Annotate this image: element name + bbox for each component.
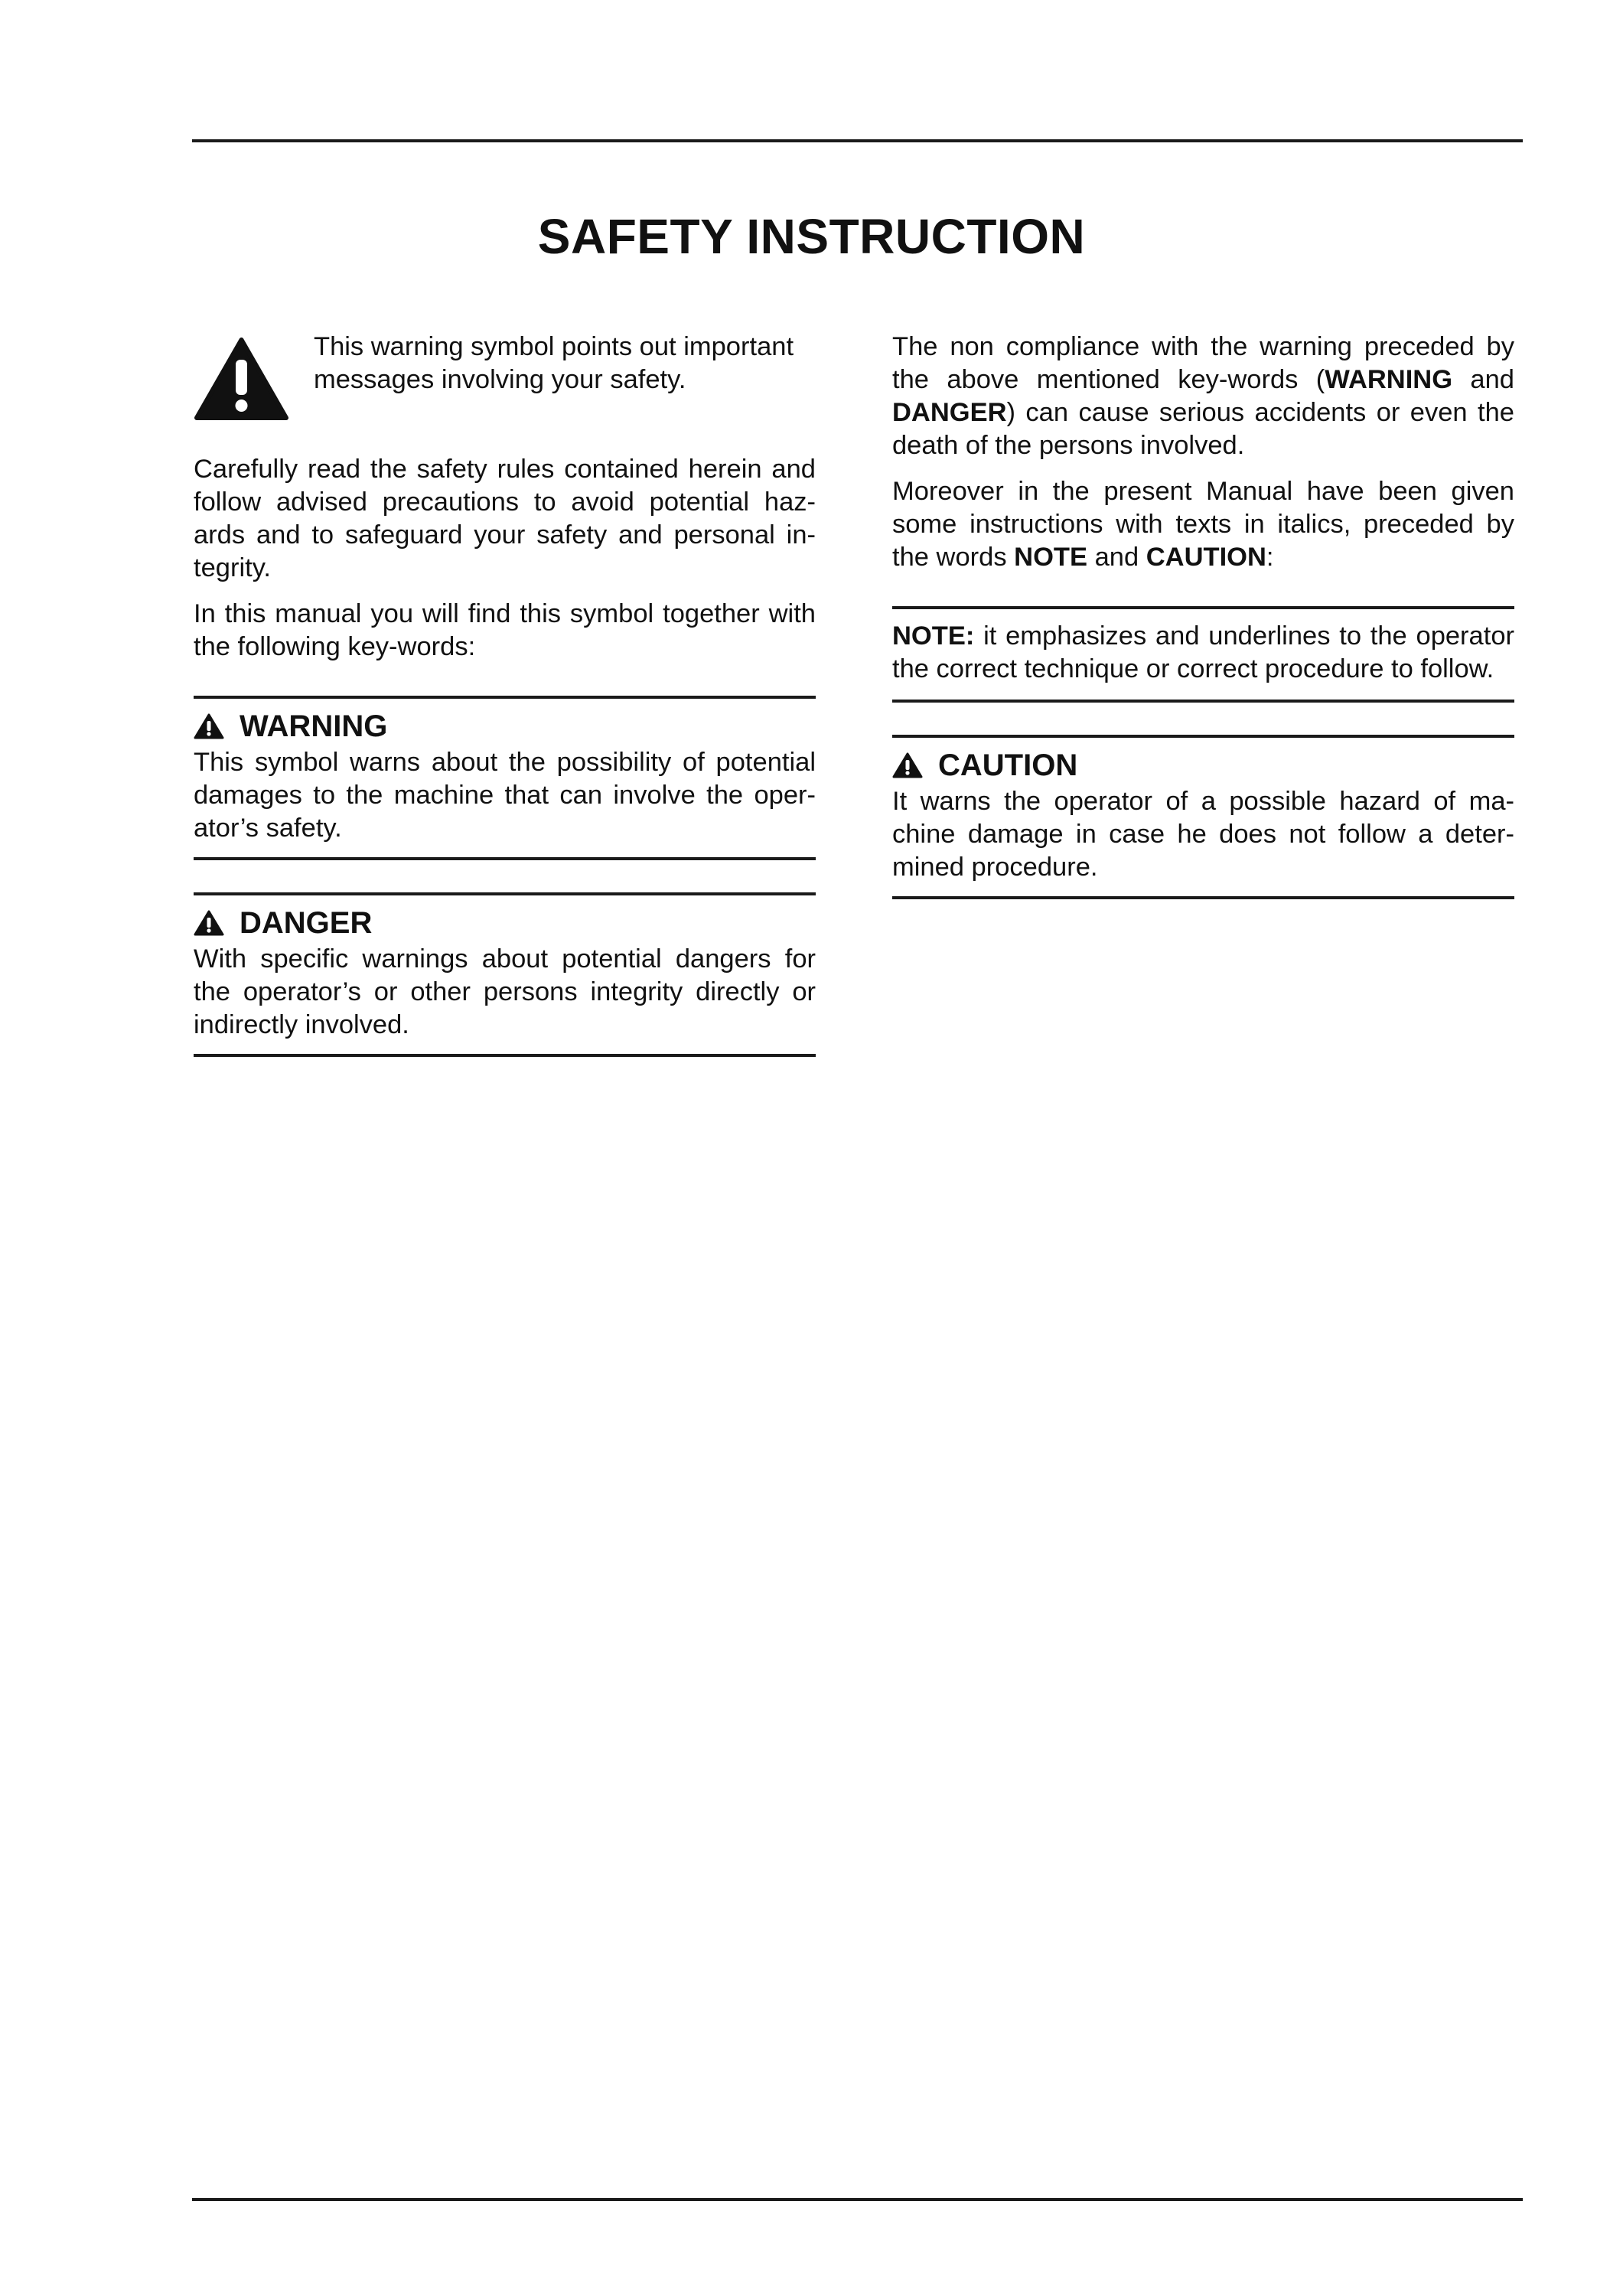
non-compliance-text-1: The non compliance with the warning preceded by the above mentioned key-words ( [892, 332, 1514, 394]
safety-rules-paragraph: Carefully read the safety rules contained herein and follow advised precautions to avoid potential haz-ards and to safeguard your safety and personal in-tegrity. [194, 455, 816, 582]
intro-block [194, 331, 816, 421]
note-box [892, 606, 1514, 703]
left-column [194, 331, 816, 1057]
page-title: SAFETY INSTRUCTION [537, 209, 1086, 264]
caution-text: It warns the operator of a possible hazard of ma-chine damage in case he does not follow a deter-mined procedure. [892, 787, 1514, 882]
warning-box [194, 696, 816, 860]
caution-box [892, 735, 1514, 899]
italics-text-1: Moreover in the present Manual have been given some instructions with texts in italics, preceded by the words [892, 477, 1514, 572]
right-column [892, 331, 1514, 899]
non-compliance-paragraph [892, 331, 1514, 462]
non-compliance-warning-word: WARNING [1325, 365, 1453, 394]
italics-paragraph [892, 475, 1514, 574]
warning-triangle-icon [892, 752, 923, 778]
non-compliance-text-3: ) can cause serious accidents or even the death of the persons involved. [892, 398, 1514, 460]
note-label: NOTE: [892, 621, 975, 651]
warning-triangle-icon [194, 713, 224, 739]
key-words-paragraph: In this manual you will find this symbol together with the following key-words: [194, 599, 816, 661]
note-text [892, 620, 1514, 686]
warning-text: This symbol warns about the possibility of potential damages to the machine that can involve the oper-ator’s safety. [194, 748, 816, 843]
italics-text-3: : [1266, 543, 1274, 572]
intro-text: This warning symbol points out important messages involving your safety. [314, 332, 794, 394]
non-compliance-danger-word: DANGER [892, 398, 1007, 427]
caution-heading-label: CAUTION [938, 748, 1078, 782]
top-rule [192, 139, 1523, 142]
danger-box [194, 892, 816, 1057]
warning-triangle-icon [194, 910, 224, 936]
caution-heading [892, 745, 1514, 785]
warning-heading-label: WARNING [240, 709, 388, 743]
danger-text: With specific warnings about potential dangers for the operator’s or other persons integrity directly or indirectly involved. [194, 944, 816, 1039]
bottom-rule [192, 2198, 1523, 2201]
non-compliance-text-2: and [1452, 365, 1514, 394]
italics-caution-word: CAUTION [1146, 543, 1266, 572]
danger-heading-label: DANGER [240, 906, 373, 940]
danger-heading [194, 903, 816, 943]
warning-heading [194, 706, 816, 746]
warning-triangle-icon [194, 337, 289, 421]
italics-note-word: NOTE [1014, 543, 1088, 572]
note-body: it emphasizes and underlines to the operator the correct technique or correct procedure to follow. [892, 621, 1514, 683]
italics-text-2: and [1087, 543, 1146, 572]
